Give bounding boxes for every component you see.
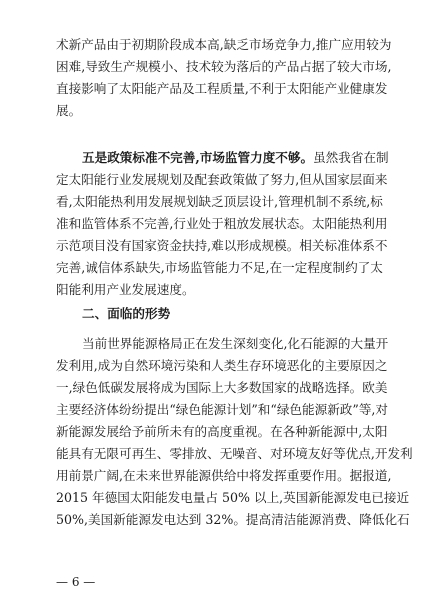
- text-line: 用前景广阔,在未来世界能源供给中将发挥重要作用。据报道,: [56, 468, 392, 483]
- text-line: 能具有无限可再生、零排放、无噪音、对环境友好等优点,开发利: [56, 446, 413, 461]
- text-line: 看,太阳能热利用发展规划缺乏顶层设计,管理机制不系统,标: [56, 194, 383, 209]
- text-line: 准和监管体系不完善,行业处于粗放发展状态。太阳能热利用: [56, 216, 388, 231]
- text-line: 直接影响了太阳能产品及工程质量,不利于太阳能产业健康发: [56, 81, 388, 96]
- bold-lead-text: 五是政策标准不完善,市场监管力度不够。: [82, 150, 314, 165]
- text-line: 发利用,成为自然环境污染和人类生存环境恶化的主要原因之: [56, 358, 388, 373]
- text-line: 术新产品由于初期阶段成本高,缺乏市场竞争力,推广应用较为: [56, 37, 392, 52]
- text-line: 一,绿色低碳发展将成为国际上大多数国家的战略选择。欧美: [56, 380, 388, 395]
- text-line: 新能源发展给予前所未有的高度重视。在各种新能源中,太阳: [56, 424, 388, 439]
- text-line: 困难,导致生产规模小、技术较为落后的产品占据了较大市场,: [56, 59, 392, 74]
- page-number: — 6 —: [56, 575, 96, 589]
- text-line: 2015 年德国太阳能发电量占 50% 以上,英国新能源发电已接近: [56, 490, 410, 505]
- text-line: 完善,诚信体系缺失,市场监管能力不足,在一定程度制约了太: [56, 260, 383, 275]
- text-line: 示范项目没有国家资金扶持,难以形成规模。相关标准体系不: [56, 238, 388, 253]
- lead-rest-text: 虽然我省在制: [313, 150, 389, 165]
- text-line: 阳能利用产业发展速度。: [56, 282, 195, 297]
- text-line: 定太阳能行业发展规划及配套政策做了努力,但从国家层面来: [56, 172, 388, 187]
- text-line: 主要经济体纷纷提出“绿色能源计划”和“绿色能源新政”等,对: [56, 402, 389, 417]
- text-line: 50%,美国新能源发电达到 32%。提高清洁能源消费、降低化石: [56, 512, 410, 527]
- text-line: 展。: [56, 103, 82, 118]
- lead-line: [82, 147, 389, 169]
- text-line: 当前世界能源格局正在发生深刻变化,化石能源的大量开: [82, 336, 389, 351]
- section-heading: 二、面临的形势: [82, 306, 171, 321]
